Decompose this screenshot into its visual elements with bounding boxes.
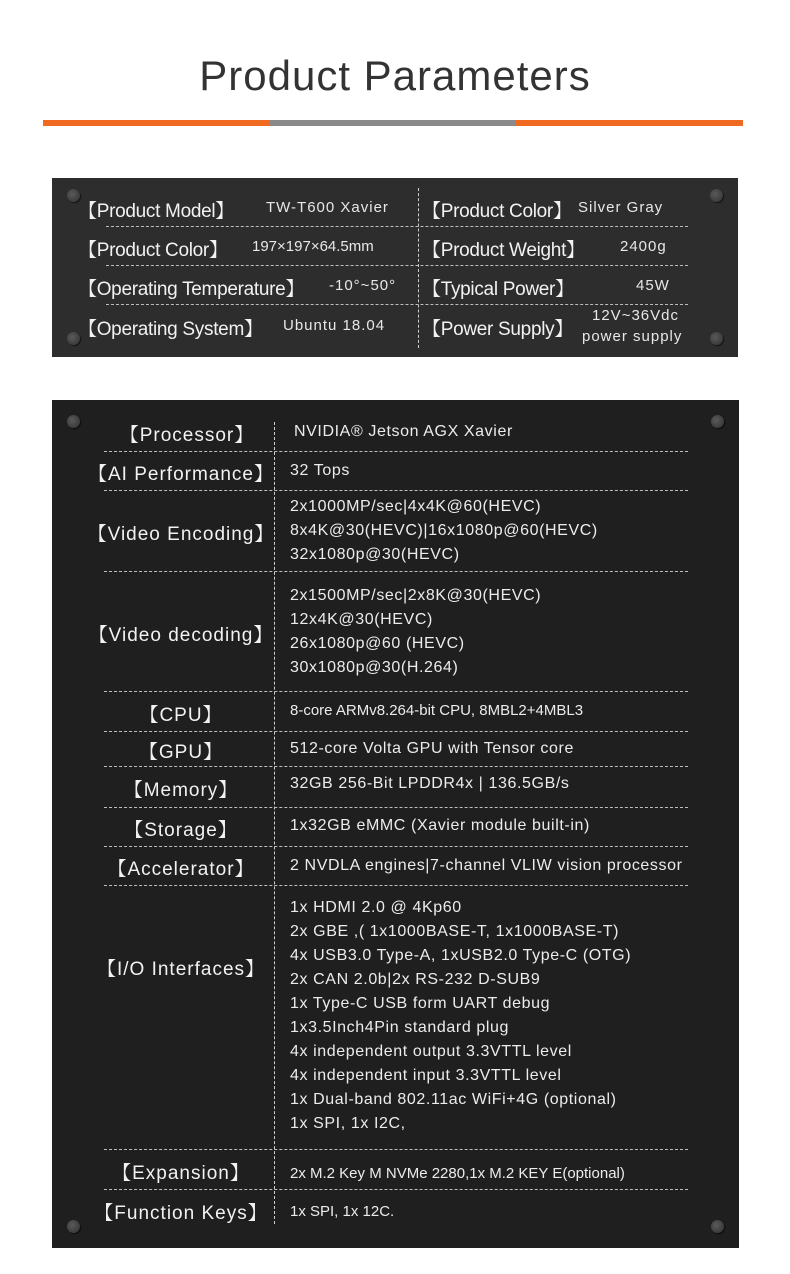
spec-label: 【Product Weight】 (422, 240, 585, 261)
row-divider (104, 571, 688, 572)
screw-icon (710, 332, 723, 345)
screw-icon (67, 1220, 80, 1233)
spec-value: 8-core ARMv8.264-bit CPU, 8MBL2+4MBL3 (290, 702, 584, 719)
spec-value: 2x M.2 Key M NVMe 2280,1x M.2 KEY E(optional) (290, 1165, 625, 1182)
spec-value: 1x HDMI 2.0 @ 4Kp60 2x GBE ,( 1x1000BASE-T, 1x1000BASE-T) 4x USB3.0 Type-A, 1xUSB2.0 Type-C (OTG) 2x CAN 2.0b|2x RS-232 D-SUB9 1x Type-C USB form UART debug 1x3.5Inch4Pin standard plug 4x independent output 3.3VTTL level 4x independent input 3.3VTTL level 1x Dual-band 802.11ac WiFi+4G (optional) 1x SPI, 1x I2C, (290, 899, 632, 1132)
row-divider (104, 731, 688, 732)
spec-label: 【Accelerator】 (107, 859, 255, 880)
spec-label: 【Power Supply】 (422, 319, 574, 340)
row-divider (104, 807, 688, 808)
spec-value: 2 NVDLA engines|7-channel VLIW vision processor (290, 857, 683, 874)
spec-label: 【Operating Temperature】 (78, 279, 305, 300)
underline-middle (269, 120, 515, 126)
title-underline (43, 120, 743, 126)
spec-label: 【Product Model】 (78, 201, 235, 222)
spec-value: 512-core Volta GPU with Tensor core (290, 740, 574, 757)
spec-label: 【Product Color】 (78, 240, 228, 261)
row-divider (104, 1149, 688, 1150)
spec-value: -10°~50° (329, 277, 397, 294)
spec-label: 【Expansion】 (112, 1163, 250, 1184)
spec-value: 197×197×64.5mm (252, 238, 374, 255)
spec-label: 【Function Keys】 (94, 1203, 268, 1224)
screw-icon (711, 415, 724, 428)
row-divider (104, 490, 688, 491)
spec-value: 2x1000MP/sec|4x4K@60(HEVC) 8x4K@30(HEVC)|16x1080p@60(HEVC) 32x1080p@30(HEVC) (290, 498, 598, 563)
spec-value: 1x SPI, 1x 12C. (290, 1203, 395, 1220)
row-divider (104, 451, 688, 452)
spec-value: Ubuntu 18.04 (283, 317, 386, 334)
spec-value: 45W (636, 277, 670, 294)
spec-value: Silver Gray (578, 199, 664, 216)
row-divider (104, 766, 688, 767)
spec-label: 【AI Performance】 (88, 464, 274, 485)
screw-icon (710, 189, 723, 202)
spec-value: 2400g (620, 238, 667, 255)
row-divider (104, 885, 688, 886)
spec-label: 【Typical Power】 (422, 279, 574, 300)
spec-value: 2x1500MP/sec|2x8K@30(HEVC) 12x4K@30(HEVC) 26x1080p@60 (HEVC) 30x1080p@30(H.264) (290, 587, 542, 676)
spec-label: 【Processor】 (119, 425, 255, 446)
spec-label: 【Memory】 (123, 780, 239, 801)
spec-value: 32 Tops (290, 462, 350, 479)
column-divider (418, 188, 419, 348)
spec-value: 32GB 256-Bit LPDDR4x | 136.5GB/s (290, 775, 570, 792)
spec-value: 1x32GB eMMC (Xavier module built-in) (290, 817, 590, 834)
row-divider (104, 691, 688, 692)
spec-label: 【GPU】 (138, 742, 224, 763)
underline-right (515, 120, 743, 126)
spec-label: 【Product Color】 (422, 201, 572, 222)
spec-value: NVIDIA® Jetson AGX Xavier (294, 423, 513, 440)
spec-label: 【Video Encoding】 (87, 524, 275, 545)
summary-panel (52, 178, 738, 357)
spec-value: 12V~36Vdc (592, 307, 679, 324)
row-divider (104, 846, 688, 847)
spec-value: TW-T600 Xavier (266, 199, 389, 216)
row-divider (106, 265, 688, 266)
underline-left (43, 120, 269, 126)
spec-label: 【I/O Interfaces】 (96, 959, 266, 980)
spec-label: 【Operating System】 (78, 319, 263, 340)
screw-icon (67, 415, 80, 428)
page-title: Product Parameters (199, 52, 591, 99)
spec-panel (52, 400, 739, 1248)
spec-label: 【Video decoding】 (88, 625, 274, 646)
row-divider (106, 304, 688, 305)
spec-label: 【CPU】 (139, 705, 223, 726)
spec-value: power supply (582, 328, 683, 345)
row-divider (104, 1189, 688, 1190)
screw-icon (711, 1220, 724, 1233)
spec-label: 【Storage】 (124, 820, 238, 841)
row-divider (106, 226, 688, 227)
